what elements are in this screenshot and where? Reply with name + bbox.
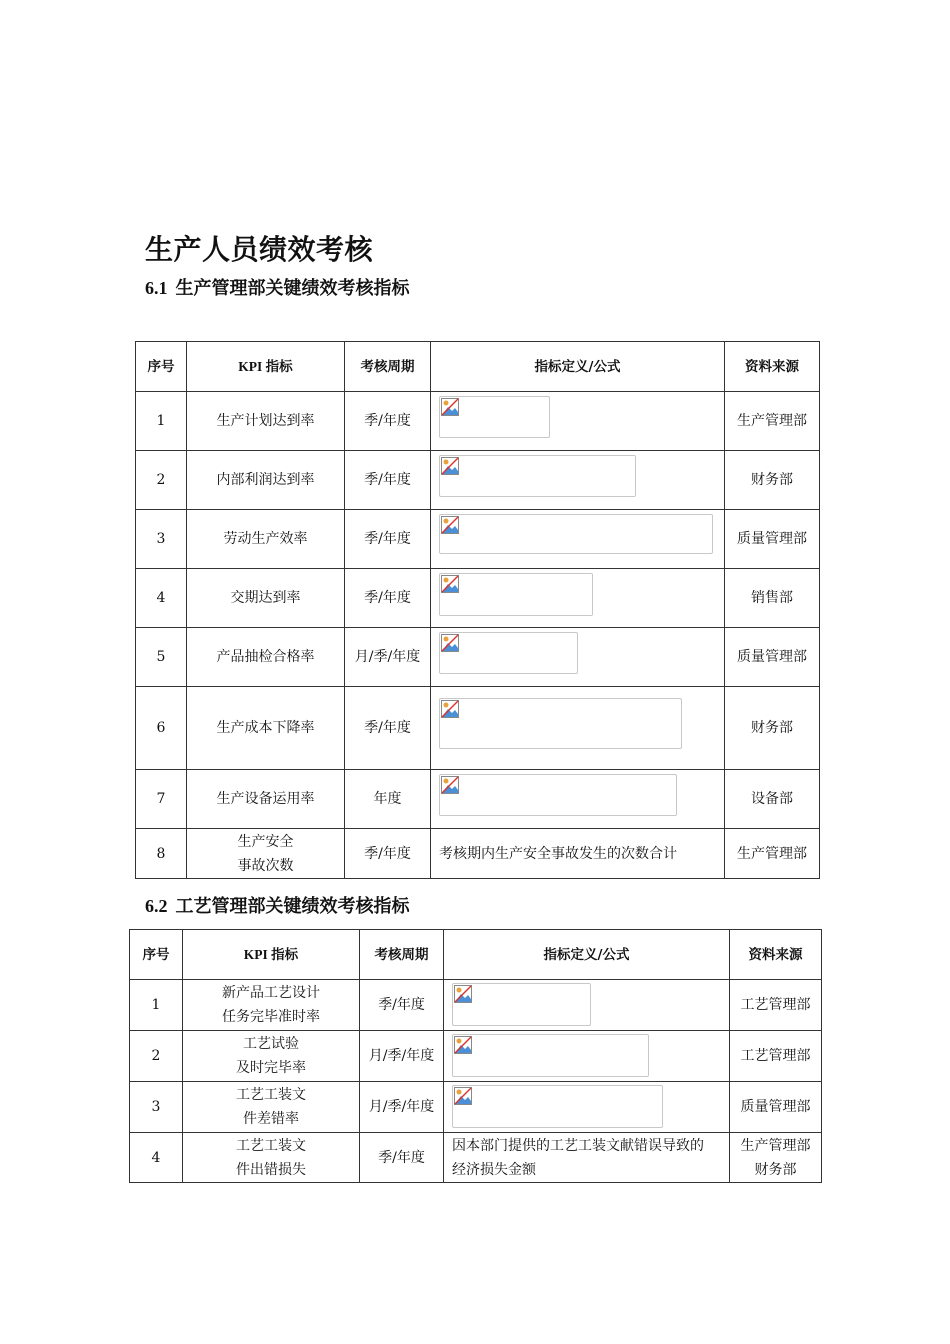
row-kpi-line: 生产安全 bbox=[237, 833, 294, 850]
row-period: 月/季/年度 bbox=[360, 1082, 444, 1133]
broken-image-icon bbox=[454, 985, 472, 1003]
row-definition bbox=[431, 569, 725, 628]
table-row bbox=[136, 829, 820, 879]
row-definition bbox=[431, 392, 725, 451]
row-definition bbox=[431, 770, 725, 829]
kpi-table-production bbox=[135, 341, 820, 879]
row-kpi bbox=[183, 1082, 360, 1133]
row-seq: 1 bbox=[136, 392, 187, 451]
row-kpi: 产品抽检合格率 bbox=[187, 628, 345, 687]
section-2-title: 工艺管理部关键绩效考核指标 bbox=[175, 896, 410, 917]
header-definition: 指标定义/公式 bbox=[444, 930, 730, 980]
row-period: 季/年度 bbox=[345, 510, 431, 569]
header-definition: 指标定义/公式 bbox=[431, 342, 725, 392]
table-row bbox=[136, 510, 820, 569]
row-source: 质量管理部 bbox=[725, 510, 820, 569]
section-1-heading bbox=[145, 274, 410, 300]
formula-image bbox=[452, 1085, 663, 1128]
formula-image bbox=[452, 983, 591, 1026]
broken-image-icon bbox=[441, 634, 459, 652]
row-period: 季/年度 bbox=[360, 1133, 444, 1183]
row-period: 季/年度 bbox=[345, 451, 431, 510]
row-kpi: 生产计划达到率 bbox=[187, 392, 345, 451]
header-seq: 序号 bbox=[130, 930, 183, 980]
row-source: 财务部 bbox=[725, 687, 820, 770]
row-definition-line: 经济损失金额 bbox=[452, 1161, 536, 1178]
page-title: 生产人员绩效考核 bbox=[145, 233, 374, 266]
row-definition bbox=[444, 1031, 730, 1082]
section-2-number: 6.2 bbox=[145, 896, 168, 916]
row-seq: 7 bbox=[136, 770, 187, 829]
table-row bbox=[136, 687, 820, 770]
formula-image bbox=[452, 1034, 649, 1077]
row-source: 质量管理部 bbox=[725, 628, 820, 687]
row-kpi-line: 件出错损失 bbox=[236, 1161, 306, 1178]
row-definition bbox=[444, 980, 730, 1031]
table-row bbox=[130, 1133, 822, 1183]
row-seq: 2 bbox=[136, 451, 187, 510]
row-source: 销售部 bbox=[725, 569, 820, 628]
header-source: 资料来源 bbox=[730, 930, 822, 980]
row-kpi-line: 新产品工艺设计 bbox=[222, 985, 320, 1001]
kpi-table-process bbox=[129, 929, 822, 1183]
row-definition bbox=[431, 687, 725, 770]
row-source: 工艺管理部 bbox=[730, 980, 822, 1031]
row-source-line: 生产管理部 bbox=[740, 1137, 811, 1154]
section-1-title: 生产管理部关键绩效考核指标 bbox=[175, 278, 410, 299]
formula-image bbox=[439, 514, 713, 554]
row-definition bbox=[431, 628, 725, 687]
row-period: 季/年度 bbox=[345, 569, 431, 628]
row-period: 季/年度 bbox=[345, 687, 431, 770]
row-source: 生产管理部 bbox=[725, 829, 820, 879]
row-definition-line: 因本部门提供的工艺工装文献错误导致的 bbox=[452, 1137, 704, 1154]
row-period: 季/年度 bbox=[360, 980, 444, 1031]
row-period: 月/季/年度 bbox=[345, 628, 431, 687]
row-kpi: 生产成本下降率 bbox=[187, 687, 345, 770]
row-source: 生产管理部 bbox=[725, 392, 820, 451]
row-seq: 6 bbox=[136, 687, 187, 770]
row-seq: 8 bbox=[136, 829, 187, 879]
table-header-row bbox=[136, 342, 820, 392]
table-row bbox=[136, 569, 820, 628]
formula-image bbox=[439, 632, 578, 674]
broken-image-icon bbox=[441, 575, 459, 593]
row-source: 财务部 bbox=[725, 451, 820, 510]
table-header-row bbox=[130, 930, 822, 980]
row-seq: 4 bbox=[136, 569, 187, 628]
row-source: 质量管理部 bbox=[730, 1082, 822, 1133]
row-kpi-line: 任务完毕准时率 bbox=[222, 1009, 320, 1025]
header-period: 考核周期 bbox=[360, 930, 444, 980]
row-period: 季/年度 bbox=[345, 829, 431, 879]
row-seq: 2 bbox=[130, 1031, 183, 1082]
table-row bbox=[136, 628, 820, 687]
table-row bbox=[130, 1082, 822, 1133]
row-definition bbox=[444, 1133, 730, 1183]
broken-image-icon bbox=[441, 700, 459, 718]
row-seq: 3 bbox=[130, 1082, 183, 1133]
formula-image bbox=[439, 396, 550, 438]
broken-image-icon bbox=[441, 776, 459, 794]
row-kpi-line: 事故次数 bbox=[237, 857, 294, 874]
row-source: 工艺管理部 bbox=[730, 1031, 822, 1082]
row-kpi: 内部利润达到率 bbox=[187, 451, 345, 510]
table-row bbox=[130, 980, 822, 1031]
row-seq: 3 bbox=[136, 510, 187, 569]
row-kpi: 交期达到率 bbox=[187, 569, 345, 628]
row-source bbox=[730, 1133, 822, 1183]
header-seq: 序号 bbox=[136, 342, 187, 392]
row-seq: 4 bbox=[130, 1133, 183, 1183]
broken-image-icon bbox=[454, 1036, 472, 1054]
section-1-number: 6.1 bbox=[145, 278, 168, 298]
row-kpi bbox=[183, 1133, 360, 1183]
row-kpi-line: 工艺工装文 bbox=[236, 1137, 306, 1154]
row-kpi: 劳动生产效率 bbox=[187, 510, 345, 569]
row-period: 月/季/年度 bbox=[360, 1031, 444, 1082]
broken-image-icon bbox=[454, 1087, 472, 1105]
row-kpi bbox=[183, 1031, 360, 1082]
formula-image bbox=[439, 455, 636, 497]
row-kpi-line: 及时完毕率 bbox=[236, 1060, 306, 1076]
row-definition bbox=[444, 1082, 730, 1133]
table-row bbox=[136, 770, 820, 829]
row-kpi bbox=[187, 829, 345, 879]
broken-image-icon bbox=[441, 457, 459, 475]
row-period: 季/年度 bbox=[345, 392, 431, 451]
header-kpi: KPI 指标 bbox=[183, 930, 360, 980]
row-period: 年度 bbox=[345, 770, 431, 829]
header-period: 考核周期 bbox=[345, 342, 431, 392]
section-2-heading bbox=[145, 892, 410, 918]
row-source: 设备部 bbox=[725, 770, 820, 829]
row-source-line: 财务部 bbox=[754, 1161, 797, 1178]
table-row bbox=[136, 451, 820, 510]
row-kpi-line: 工艺工装文 bbox=[236, 1087, 306, 1103]
formula-image bbox=[439, 698, 682, 749]
table-row bbox=[130, 1031, 822, 1082]
row-kpi-line: 工艺试验 bbox=[243, 1036, 299, 1052]
row-kpi-line: 件差错率 bbox=[243, 1111, 299, 1127]
broken-image-icon bbox=[441, 516, 459, 534]
row-kpi bbox=[183, 980, 360, 1031]
row-seq: 5 bbox=[136, 628, 187, 687]
header-source: 资料来源 bbox=[725, 342, 820, 392]
row-definition bbox=[431, 451, 725, 510]
row-definition bbox=[431, 510, 725, 569]
header-kpi: KPI 指标 bbox=[187, 342, 345, 392]
row-definition: 考核期内生产安全事故发生的次数合计 bbox=[431, 829, 725, 879]
table-row bbox=[136, 392, 820, 451]
broken-image-icon bbox=[441, 398, 459, 416]
row-kpi: 生产设备运用率 bbox=[187, 770, 345, 829]
formula-image bbox=[439, 573, 593, 616]
formula-image bbox=[439, 774, 677, 816]
row-seq: 1 bbox=[130, 980, 183, 1031]
